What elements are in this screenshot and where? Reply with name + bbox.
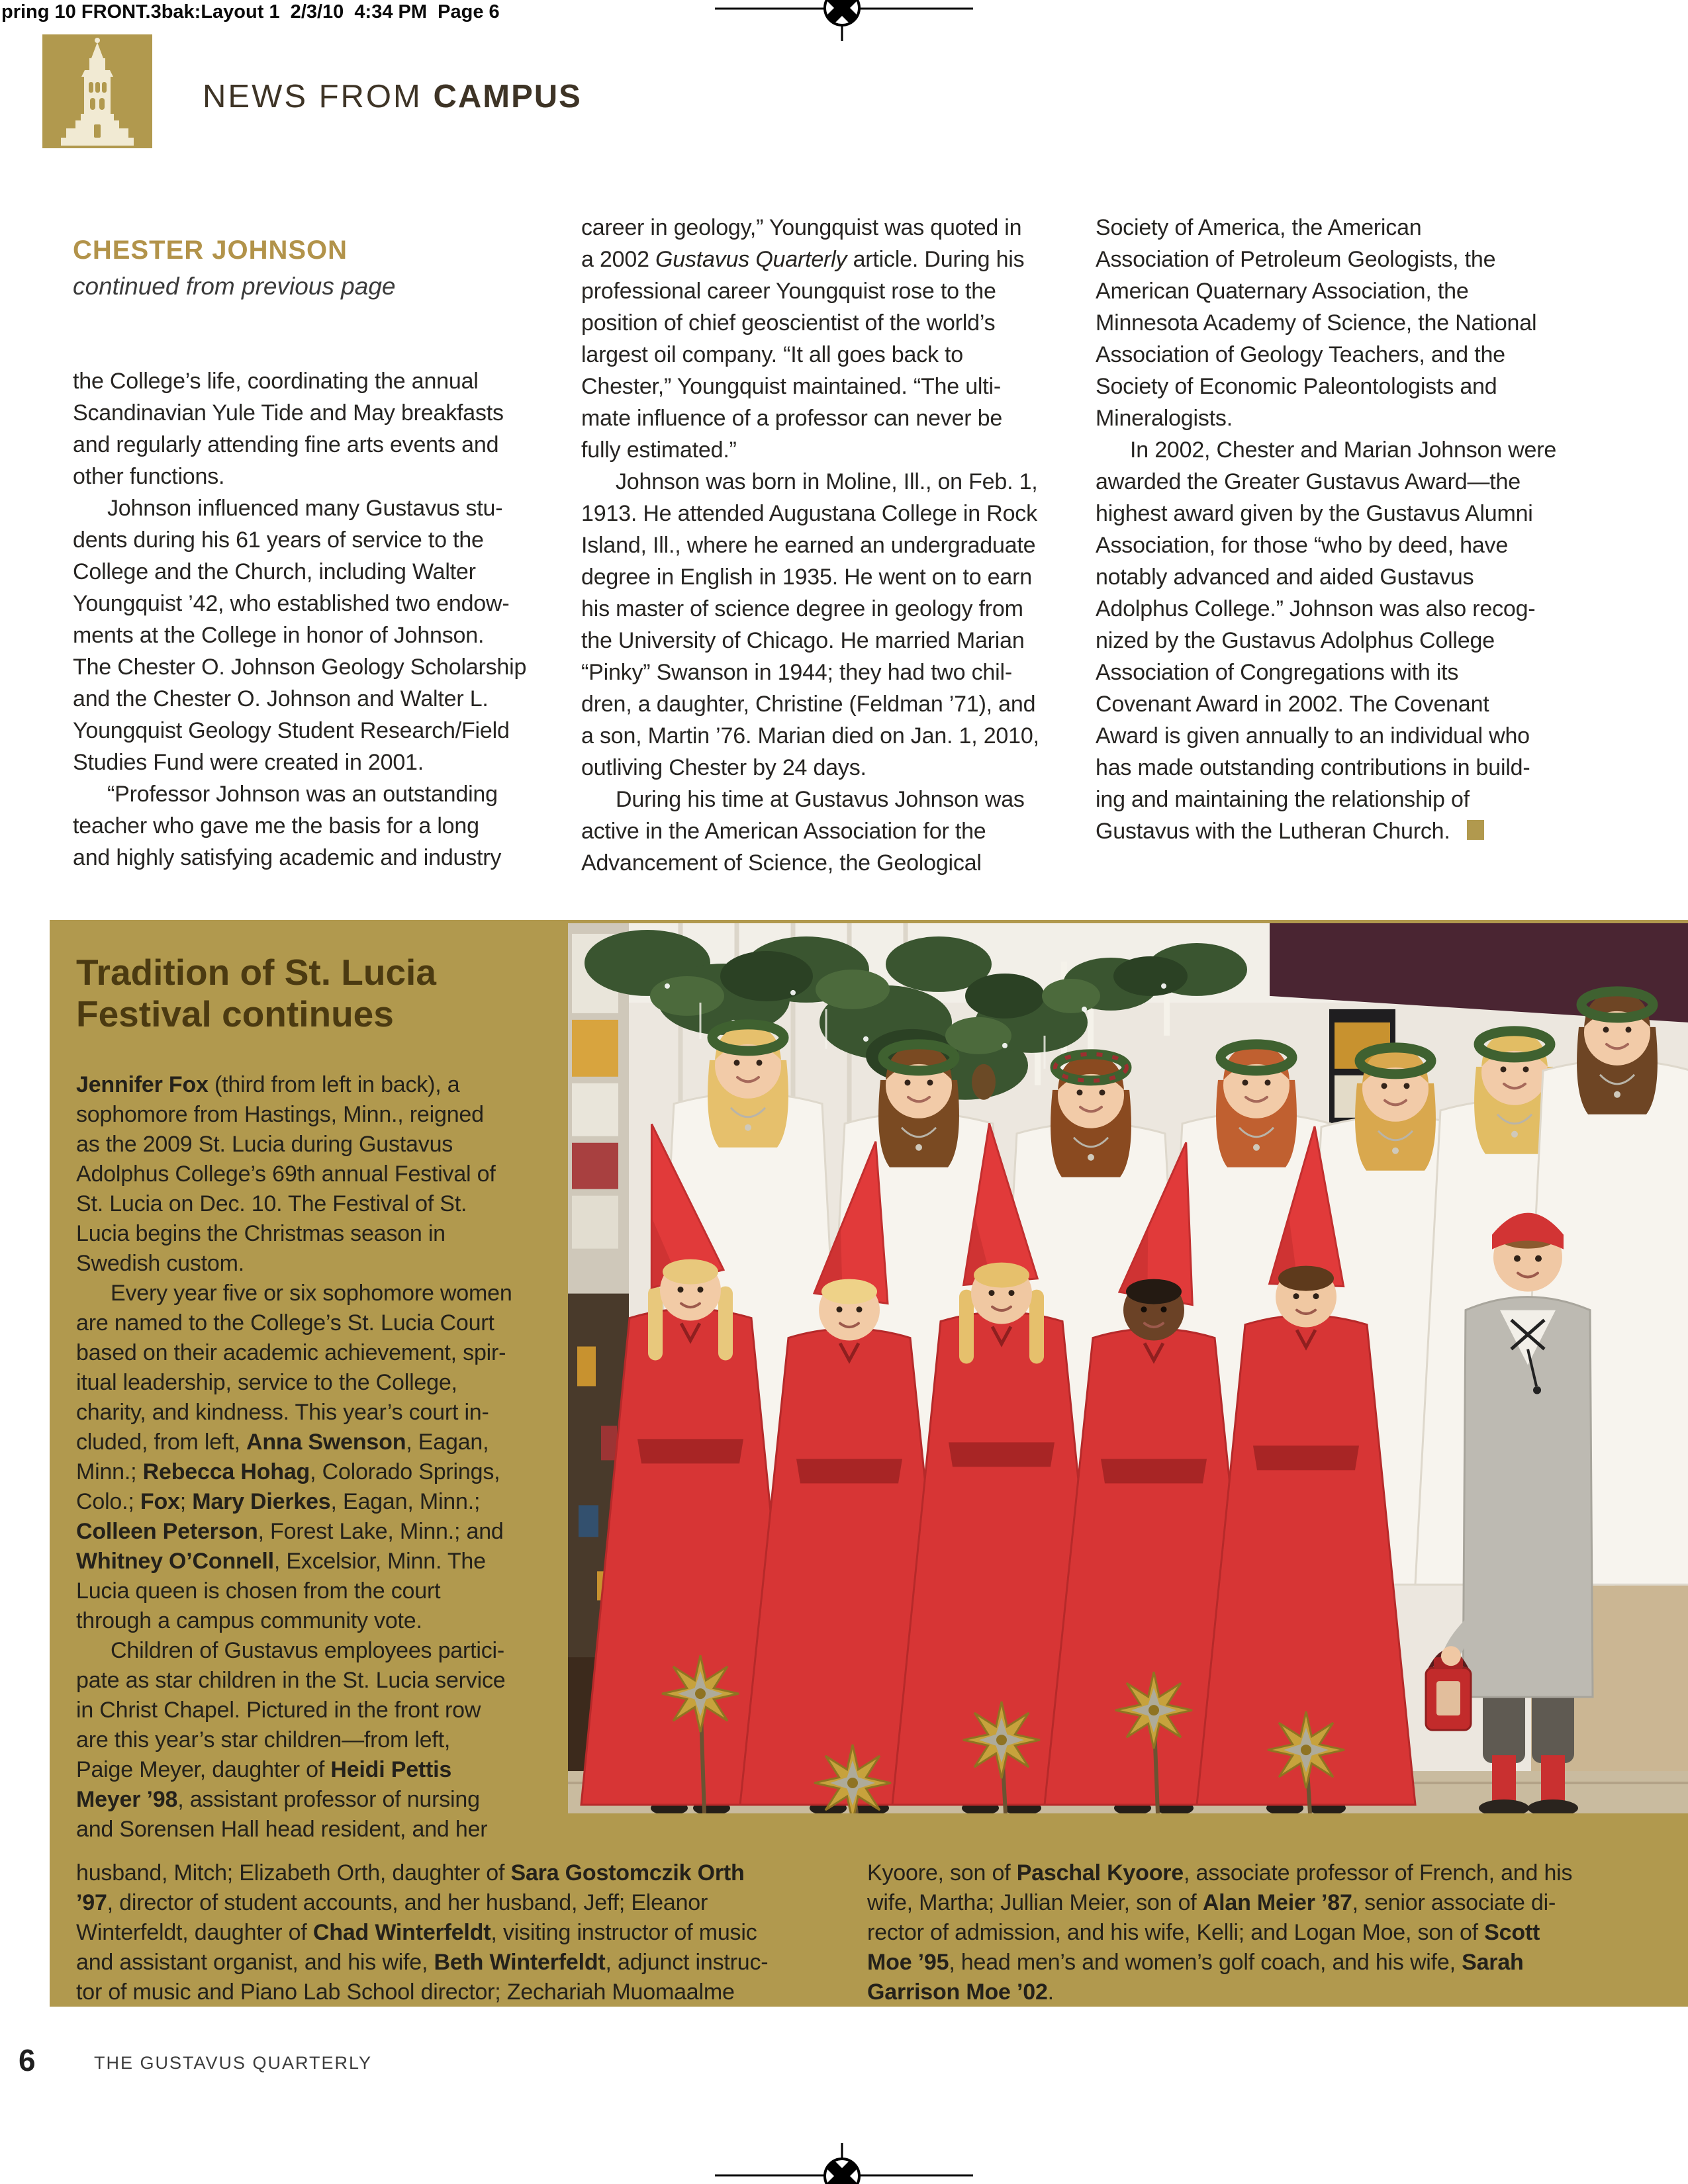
text-line: “Professor Johnson was an outstanding <box>107 782 498 807</box>
article-column-3 <box>1096 212 1585 847</box>
text-line: cluded, from left, Anna Swenson, Eagan, <box>76 1430 489 1455</box>
text-line: and assistant organist, and his wife, Beth Winterfeldt, adjunct instruc- <box>76 1950 769 1975</box>
text-line: career in geology,” Youngquist was quoted in <box>581 215 1022 240</box>
text-line: largest oil company. “It all goes back to <box>581 342 964 367</box>
sidebar-body <box>76 1070 512 1844</box>
text-line: Winterfeldt, daughter of Chad Winterfeldt, visiting instructor of music <box>76 1920 757 1945</box>
text-line: are named to the College’s St. Lucia Court <box>76 1310 494 1336</box>
text-line: Award is given annually to an individual who <box>1096 723 1530 749</box>
text-line: and regularly attending fine arts events and <box>73 432 499 457</box>
text-line: Association of Geology Teachers, and the <box>1096 342 1505 367</box>
text-line: Association of Petroleum Geologists, the <box>1096 247 1496 272</box>
text-line: husband, Mitch; Elizabeth Orth, daughter of Sara Gostomczik Orth <box>76 1860 745 1886</box>
text-line: nized by the Gustavus Adolphus College <box>1096 628 1495 653</box>
text-line: sophomore from Hastings, Minn., reigned <box>76 1102 484 1127</box>
continued-note: continued from previous page <box>73 273 396 300</box>
text-line: Minnesota Academy of Science, the National <box>1096 310 1537 336</box>
text-line: Society of America, the American <box>1096 215 1422 240</box>
text-line: ments at the College in honor of Johnson. <box>73 623 485 648</box>
text-line: Chester,” Youngquist maintained. “The ulti- <box>581 374 1001 399</box>
text-line: Moe ’95, head men’s and women’s golf coach, and his wife, Sarah <box>867 1950 1524 1975</box>
text-line: In 2002, Chester and Marian Johnson were <box>1130 437 1557 463</box>
print-slug: pring 10 FRONT.3bak:Layout 1 2/3/10 4:34 PM Page 6 <box>1 1 500 23</box>
text-line: “Pinky” Swanson in 1944; they had two chil- <box>581 660 1012 685</box>
text-line: Lucia begins the Christmas season in <box>76 1221 445 1246</box>
text-line: Scandinavian Yule Tide and May breakfasts <box>73 400 504 426</box>
text-line: St. Lucia on Dec. 10. The Festival of St. <box>76 1191 467 1216</box>
sidebar-feature-box <box>50 920 1688 2007</box>
caption-column-left <box>76 1858 768 2007</box>
publication-name: THE GUSTAVUS QUARTERLY <box>94 2053 373 2073</box>
text-line: outliving Chester by 24 days. <box>581 755 867 780</box>
article-kicker: CHESTER JOHNSON <box>73 236 348 265</box>
text-line: Gustavus with the Lutheran Church. <box>1096 815 1585 847</box>
text-line: Youngquist ’42, who established two endow- <box>73 591 510 616</box>
text-line: Colo.; Fox; Mary Dierkes, Eagan, Minn.; <box>76 1489 481 1514</box>
text-line: position of chief geoscientist of the world’s <box>581 310 996 336</box>
text-line: and highly satisfying academic and industry <box>73 845 502 870</box>
text-line: itual leadership, service to the College, <box>76 1370 457 1395</box>
text-line: Kyoore, son of Paschal Kyoore, associate professor of French, and his <box>867 1860 1573 1886</box>
text-line: and Sorensen Hall head resident, and her <box>76 1817 488 1842</box>
registration-mark-top <box>715 0 973 46</box>
text-line: During his time at Gustavus Johnson was <box>616 787 1025 812</box>
text-line: Jennifer Fox (third from left in back), a <box>76 1072 460 1097</box>
text-line: notably advanced and aided Gustavus <box>1096 565 1474 590</box>
text-line: Every year five or six sophomore women <box>111 1281 512 1306</box>
text-line: Mineralogists. <box>1096 406 1233 431</box>
text-line: a 2002 Gustavus Quarterly article. During his <box>581 247 1025 272</box>
text-line: Society of Economic Paleontologists and <box>1096 374 1497 399</box>
end-of-article-mark <box>1467 820 1484 840</box>
text-line: has made outstanding contributions in build- <box>1096 755 1530 780</box>
text-line: Youngquist Geology Student Research/Field <box>73 718 510 743</box>
text-line: Minn.; Rebecca Hohag, Colorado Springs, <box>76 1459 500 1484</box>
text-line: through a campus community vote. <box>76 1608 422 1633</box>
text-line: charity, and kindness. This year’s court in- <box>76 1400 489 1425</box>
text-line: teacher who gave me the basis for a long <box>73 813 479 839</box>
st-lucia-festival-photo <box>568 923 1688 1813</box>
text-line: Association, for those “who by deed, have <box>1096 533 1509 558</box>
text-line: fully estimated.” <box>581 437 737 463</box>
text-line: active in the American Association for the <box>581 819 986 844</box>
text-line: mate influence of a professor can never be <box>581 406 1003 431</box>
text-line: are this year’s star children—from left, <box>76 1727 451 1752</box>
text-line: professional career Youngquist rose to the <box>581 279 996 304</box>
article-column-2 <box>581 212 1064 879</box>
text-line: the College’s life, coordinating the annual <box>73 369 479 394</box>
text-line: Paige Meyer, daughter of Heidi Pettis <box>76 1757 452 1782</box>
text-line: Whitney O’Connell, Excelsior, Minn. The <box>76 1549 486 1574</box>
article-column-1 <box>73 365 546 874</box>
masthead-emphasis: CAMPUS <box>433 79 582 114</box>
text-line: dents during his 61 years of service to the <box>73 527 484 553</box>
text-line: Association of Congregations with its <box>1096 660 1459 685</box>
text-line: 1913. He attended Augustana College in Rock <box>581 501 1037 526</box>
text-line: degree in English in 1935. He went on to earn <box>581 565 1032 590</box>
text-line: a son, Martin ’76. Marian died on Jan. 1, 2010, <box>581 723 1039 749</box>
college-logo <box>42 34 152 148</box>
text-line: ’97, director of student accounts, and her husband, Jeff; Eleanor <box>76 1890 708 1915</box>
text-line: highest award given by the Gustavus Alumni <box>1096 501 1533 526</box>
text-line: his master of science degree in geology from <box>581 596 1023 621</box>
text-line: College and the Church, including Walter <box>73 559 476 584</box>
text-line: Garrison Moe ’02. <box>867 1979 1054 2005</box>
text-line: American Quaternary Association, the <box>1096 279 1469 304</box>
text-line: pate as star children in the St. Lucia service <box>76 1668 506 1693</box>
text-line: rector of admission, and his wife, Kelli; and Logan Moe, son of Scott <box>867 1920 1540 1945</box>
text-line: Tradition of St. Lucia <box>76 952 436 993</box>
text-line: Adolphus College’s 69th annual Festival of <box>76 1161 496 1187</box>
text-line: wife, Martha; Jullian Meier, son of Alan Meier ’87, senior associate di- <box>867 1890 1556 1915</box>
text-line: dren, a daughter, Christine (Feldman ’71), and <box>581 692 1036 717</box>
text-line: Festival continues <box>76 993 394 1034</box>
section-masthead <box>203 78 582 115</box>
text-line: Adolphus College.” Johnson was also recog- <box>1096 596 1536 621</box>
text-line: the University of Chicago. He married Marian <box>581 628 1025 653</box>
text-line: Meyer ’98, assistant professor of nursing <box>76 1787 480 1812</box>
caption-column-right <box>867 1858 1572 2007</box>
text-line: Johnson influenced many Gustavus stu- <box>107 496 503 521</box>
masthead-prefix: NEWS FROM <box>203 79 434 114</box>
text-line: as the 2009 St. Lucia during Gustavus <box>76 1132 453 1157</box>
text-line: Studies Fund were created in 2001. <box>73 750 424 775</box>
text-line: Swedish custom. <box>76 1251 244 1276</box>
text-line: Advancement of Science, the Geological <box>581 850 982 876</box>
text-line: Lucia queen is chosen from the court <box>76 1578 441 1604</box>
text-line: in Christ Chapel. Pictured in the front row <box>76 1698 481 1723</box>
text-line: Island, Ill., where he earned an undergraduate <box>581 533 1036 558</box>
text-line: Covenant Award in 2002. The Covenant <box>1096 692 1489 717</box>
text-line: tor of music and Piano Lab School director; Zechariah Muomaalme <box>76 1979 735 2005</box>
text-line: Children of Gustavus employees partici- <box>111 1638 505 1663</box>
text-line: based on their academic achievement, spir- <box>76 1340 506 1365</box>
registration-mark-bottom <box>715 2143 973 2184</box>
text-line: ing and maintaining the relationship of <box>1096 787 1470 812</box>
page-number: 6 <box>19 2043 36 2077</box>
text-line: Colleen Peterson, Forest Lake, Minn.; and <box>76 1519 504 1544</box>
text-line: other functions. <box>73 464 225 489</box>
text-line: awarded the Greater Gustavus Award—the <box>1096 469 1521 494</box>
text-line: Johnson was born in Moline, Ill., on Feb. 1, <box>616 469 1038 494</box>
text-line: The Chester O. Johnson Geology Scholarship <box>73 655 527 680</box>
sidebar-title <box>76 952 436 1035</box>
text-line: and the Chester O. Johnson and Walter L. <box>73 686 489 711</box>
